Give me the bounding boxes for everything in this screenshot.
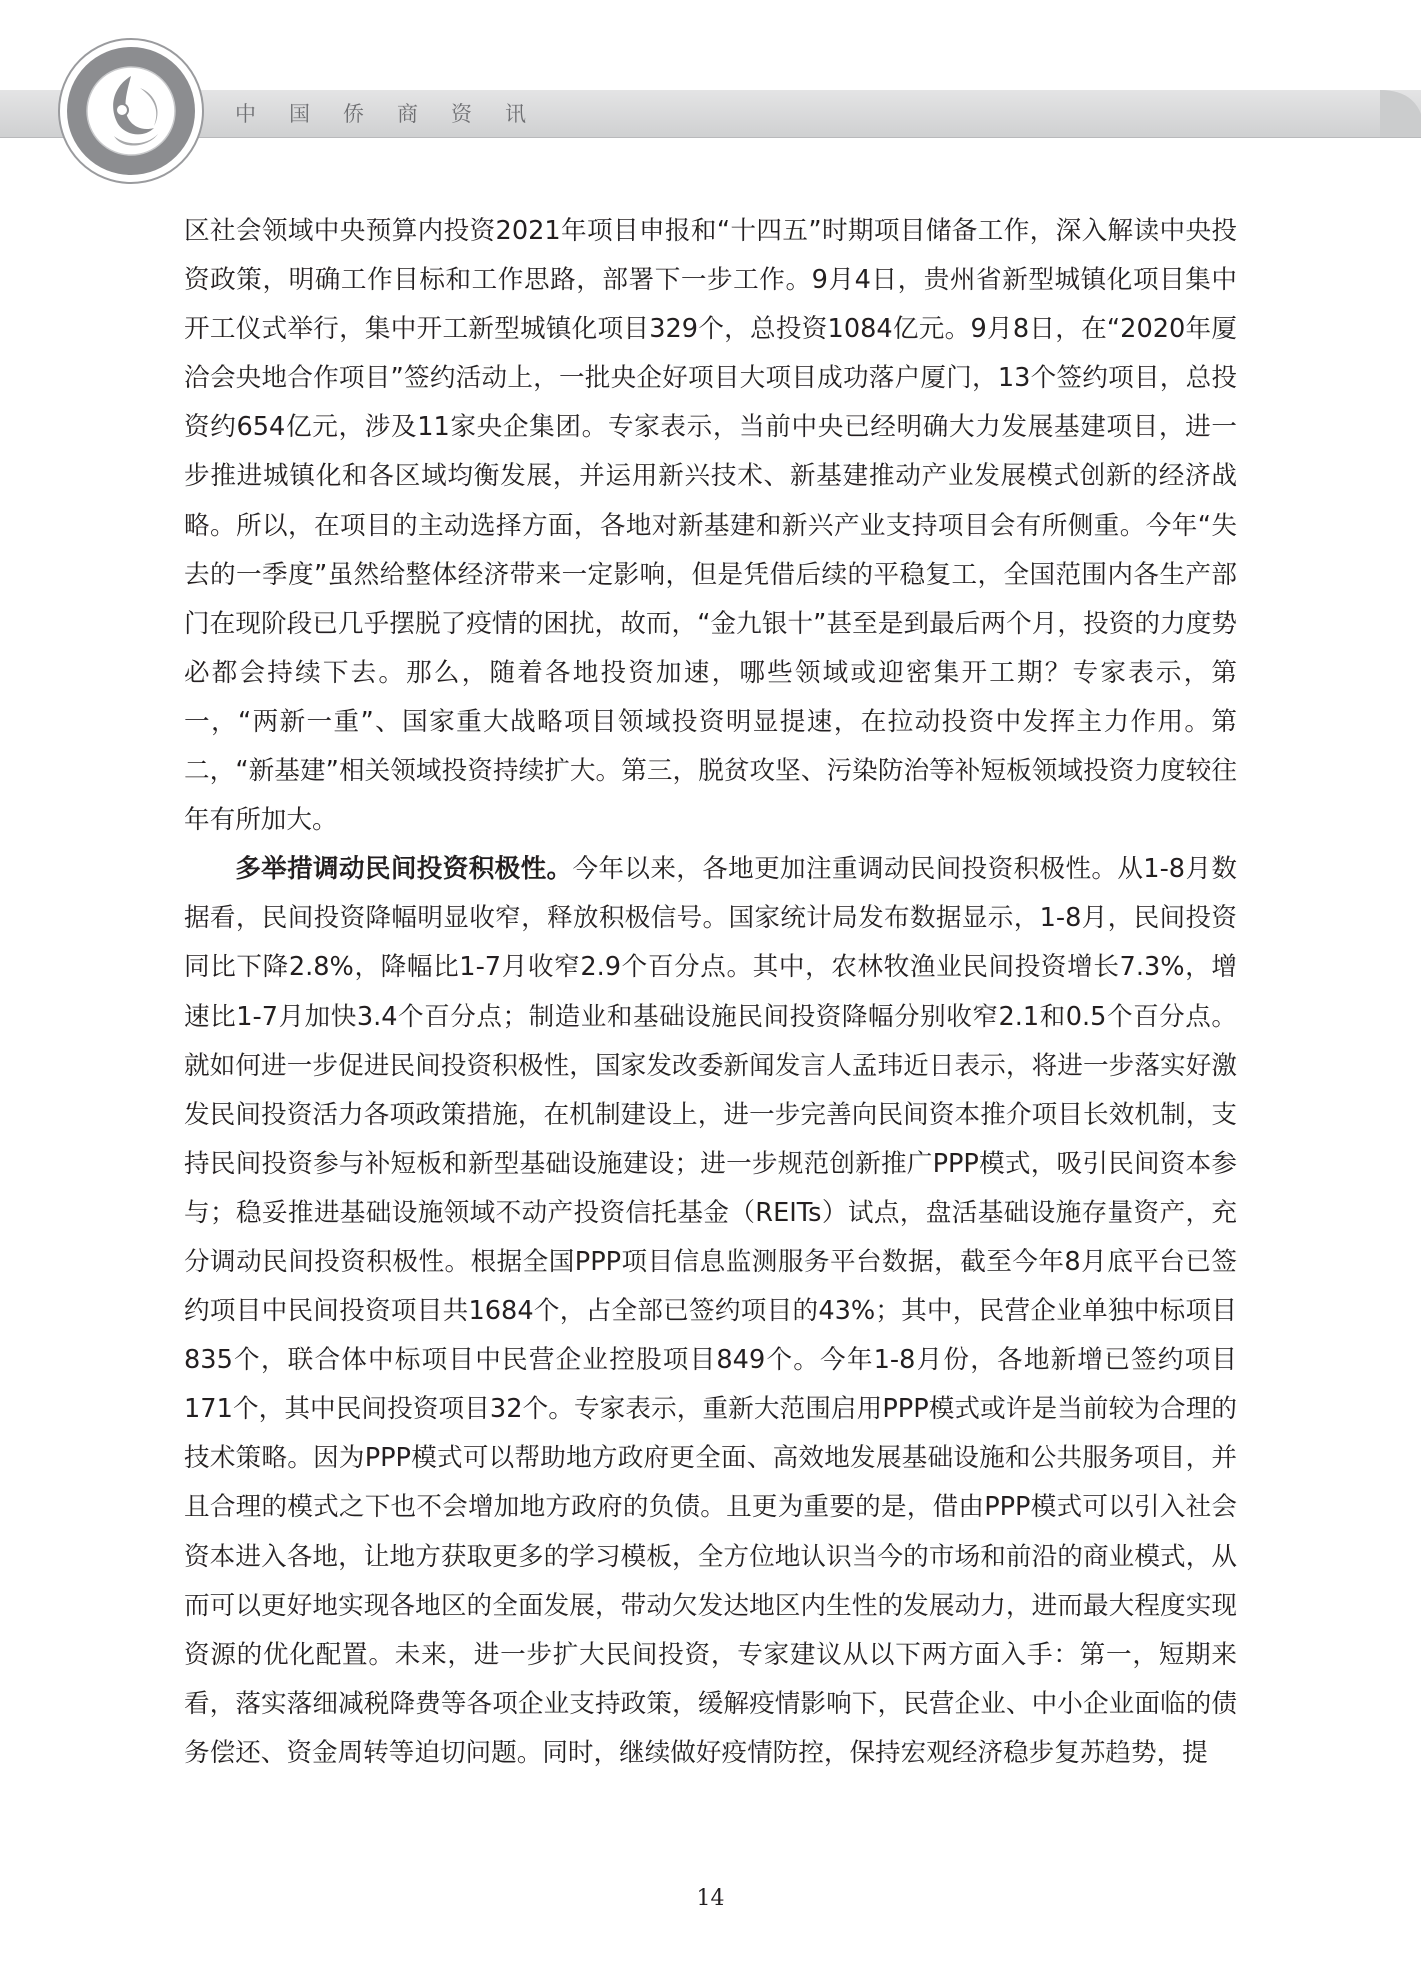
article-body	[184, 207, 1237, 1778]
paragraph-lead: 多举措调动民间投资积极性。	[235, 854, 573, 885]
publication-title: 中国侨商资讯	[235, 102, 559, 126]
federation-logo-icon	[56, 36, 206, 186]
header-band	[0, 90, 1421, 138]
paragraph-text: 今年以来，各地更加注重调动民间投资积极性。从1-8月数据看，民间投资降幅明显收窄，释放积极信号。国家统计局发布数据显示，1-8月，民间投资同比下降2.8%，降幅比1-7月收窄2.9个百分点。其中，农林牧渔业民间投资增长7.3%，增速比1-7月加快3.4个百分点；制造业和基础设施民间投资降幅分别收窄2.1和0.5个百分点。就如何进一步促进民间投资积极性，国家发改委新闻发言人孟玮近日表示，将进一步落实好激发民间投资活力各项政策措施，在机制建设上，进一步完善向民间资本推介项目长效机制，支持民间投资参与补短板和新型基础设施建设；进一步规范创新推广PPP模式，吸引民间资本参与；稳妥推进基础设施领域不动产投资信托基金（REITs）试点，盘活基础设施存量资产，充分调动民间投资积极性。根据全国PPP项目信息监测服务平台数据，截至今年8月底平台已签约项目中民间投资项目共1684个，占全部已签约项目的43%；其中，民营企业单独中标项目835个，联合体中标项目中民营企业控股项目849个。今年1-8月份，各地新增已签约项目171个，其中民间投资项目32个。专家表示，重新大范围启用PPP模式或许是当前较为合理的技术策略。因为PPP模式可以帮助地方政府更全面、高效地发展基础设施和公共服务项目，并且合理的模式之下也不会增加地方政府的负债。且更为重要的是，借由PPP模式可以引入社会资本进入各地，让地方获取更多的学习模板，全方位地认识当今的市场和前沿的商业模式，从而可以更好地实现各地区的全面发展，带动欠发达地区内生性的发展动力，进而最大程度实现资源的优化配置。未来，进一步扩大民间投资，专家建议从以下两方面入手：第一，短期来看，落实落细减税降费等各项企业支持政策，缓解疫情影响下，民营企业、中小企业面临的债务偿还、资金周转等迫切问题。同时，继续做好疫情防控，保持宏观经济稳步复苏趋势，提	[184, 854, 1237, 1768]
page-number: 14	[696, 1886, 725, 1911]
paragraph	[184, 845, 1237, 1778]
paragraph: 区社会领域中央预算内投资2021年项目申报和“十四五”时期项目储备工作，深入解读中央投资政策，明确工作目标和工作思路，部署下一步工作。9月4日，贵州省新型城镇化项目集中开工仪式举行，集中开工新型城镇化项目329个，总投资1084亿元。9月8日，在“2020年厦洽会央地合作项目”签约活动上，一批央企好项目大项目成功落户厦门，13个签约项目，总投资约654亿元，涉及11家央企集团。专家表示，当前中央已经明确大力发展基建项目，进一步推进城镇化和各区域均衡发展，并运用新兴技术、新基建推动产业发展模式创新的经济战略。所以，在项目的主动选择方面，各地对新基建和新兴产业支持项目会有所侧重。今年“失去的一季度”虽然给整体经济带来一定影响，但是凭借后续的平稳复工，全国范围内各生产部门在现阶段已几乎摆脱了疫情的困扰，故而，“金九银十”甚至是到最后两个月，投资的力度势必都会持续下去。那么，随着各地投资加速，哪些领域或迎密集开工期？专家表示，第一，“两新一重”、国家重大战略项目领域投资明显提速，在拉动投资中发挥主力作用。第二，“新基建”相关领域投资持续扩大。第三，脱贫攻坚、污染防治等补短板领域投资力度较往年有所加大。	[184, 216, 1237, 836]
